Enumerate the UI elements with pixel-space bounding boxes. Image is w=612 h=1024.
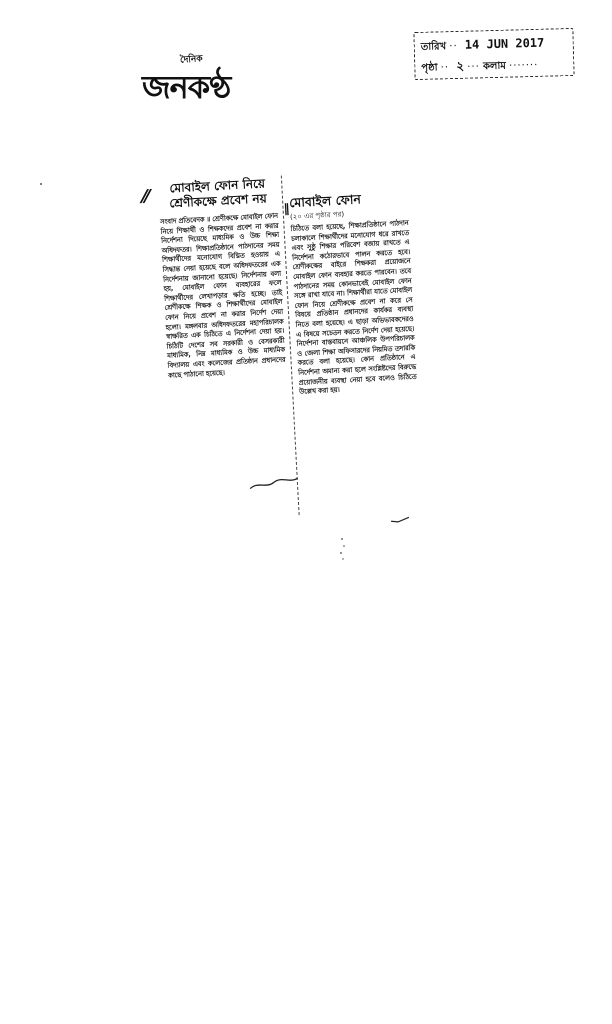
article-column-right	[289, 189, 417, 398]
newspaper-clipping	[142, 169, 424, 533]
stamp-page-row: পৃষ্ঠা ·· ২ ··· কলাম ·······	[421, 58, 539, 74]
continued-from-note: (২০ এর পৃষ্ঠার পর)	[289, 210, 345, 222]
article-headline: মোবাইল ফোন নিয়ে শ্রেণীকক্ষে প্রবেশ নয়	[169, 176, 268, 211]
stray-mark	[40, 183, 42, 185]
stamp-date-row: তারিখ ·· 14 JUN 2017	[420, 35, 545, 53]
stamp-page-value: ২	[456, 58, 465, 73]
masthead-prefix: দৈনিক	[179, 54, 203, 66]
newspaper-masthead: জনকণ্ঠ	[142, 68, 231, 106]
quote-mark-icon: ⁄⁄	[142, 186, 150, 208]
continuation-headline: মোবাইল ফোন	[288, 191, 362, 211]
scan-specks-icon	[332, 536, 352, 562]
stamp-column-label: কলাম	[482, 60, 507, 73]
quote-mark-icon: ‖	[283, 201, 290, 216]
stamp-page-label: পৃষ্ঠা	[421, 62, 438, 74]
handwritten-squiggle-icon	[248, 475, 301, 492]
stamp-date-label: তারিখ	[420, 41, 447, 53]
stamp-date-value: 14 JUN 2017	[464, 35, 545, 52]
article-body-left: সংবাদ প্রতিবেদক ॥ শ্রেণীকক্ষে মোবাইল ফোন নিয়ে শিক্ষার্থী ও শিক্ষকদের প্রবেশ না করার নির্দেশনা দিয়েছে মাধ্যমিক ও উচ্চ শিক্ষা অধিদফতর। শিক্ষাপ্রতিষ্ঠানে পাঠদানের সময় শিক্ষার্থীদের মনোযোগ বিঘ্নিত হওয়ায় এ সিদ্ধান্ত নেয়া হয়েছে বলে অধিদফতরের এক নির্দেশনায় জানানো হয়েছে। নির্দেশনায় বলা হয়, মোবাইল ফোন ব্যবহারের ফলে শিক্ষার্থীদের লেখাপড়ার ক্ষতি হচ্ছে। তাই শ্রেণীকক্ষে শিক্ষক ও শিক্ষার্থীদের মোবাইল ফোন নিয়ে প্রবেশ না করার নির্দেশ দেয়া হলো। মঙ্গলবার অধিদফতরের মহাপরিচালক স্বাক্ষরিত এক চিঠিতে এ নির্দেশনা দেয়া হয়। চিঠিটি দেশের সব সরকারী ও বেসরকারী মাধ্যমিক, নিম্ন মাধ্যমিক ও উচ্চ মাধ্যমিক বিদ্যালয় এবং কলেজের প্রতিষ্ঠান প্রধানদের কাছে পাঠানো হয়েছে।	[159, 211, 286, 380]
archive-stamp	[413, 28, 574, 80]
article-body-right: চিঠিতে বলা হয়েছে, শিক্ষাপ্রতিষ্ঠানে পাঠদান চলাকালে শিক্ষার্থীদের মনোযোগ ধরে রাখতে এবং সুষ্ঠু শিক্ষার পরিবেশ বজায় রাখতে এ নির্দেশনা কঠোরভাবে পালন করতে হবে। শ্রেণীকক্ষের বাইরে শিক্ষকরা প্রয়োজনে মোবাইল ফোন ব্যবহার করতে পারবেন। তবে পাঠদানের সময় কোনভাবেই মোবাইল ফোন সঙ্গে রাখা যাবে না। শিক্ষার্থীরা যাতে মোবাইল ফোন নিয়ে শ্রেণীকক্ষে প্রবেশ না করে সে বিষয়ে প্রতিষ্ঠান প্রধানদের কার্যকর ব্যবস্থা নিতে বলা হয়েছে। এ ছাড়া অভিভাবকদেরও এ বিষয়ে সচেতন করতে নির্দেশ দেয়া হয়েছে। নির্দেশনা বাস্তবায়নে আঞ্চলিক উপপরিচালক ও জেলা শিক্ষা অফিসারদের নিয়মিত তদারকি করতে বলা হয়েছে। কোন প্রতিষ্ঠানে এ নির্দেশনা অমান্য করা হলে সংশ্লিষ্টদের বিরুদ্ধে প্রয়োজনীয় ব্যবস্থা নেয়া হবে বলেও চিঠিতে উল্লেখ করা হয়।	[290, 218, 417, 396]
article-column-left	[158, 176, 286, 381]
handwritten-tick-icon	[390, 515, 410, 524]
